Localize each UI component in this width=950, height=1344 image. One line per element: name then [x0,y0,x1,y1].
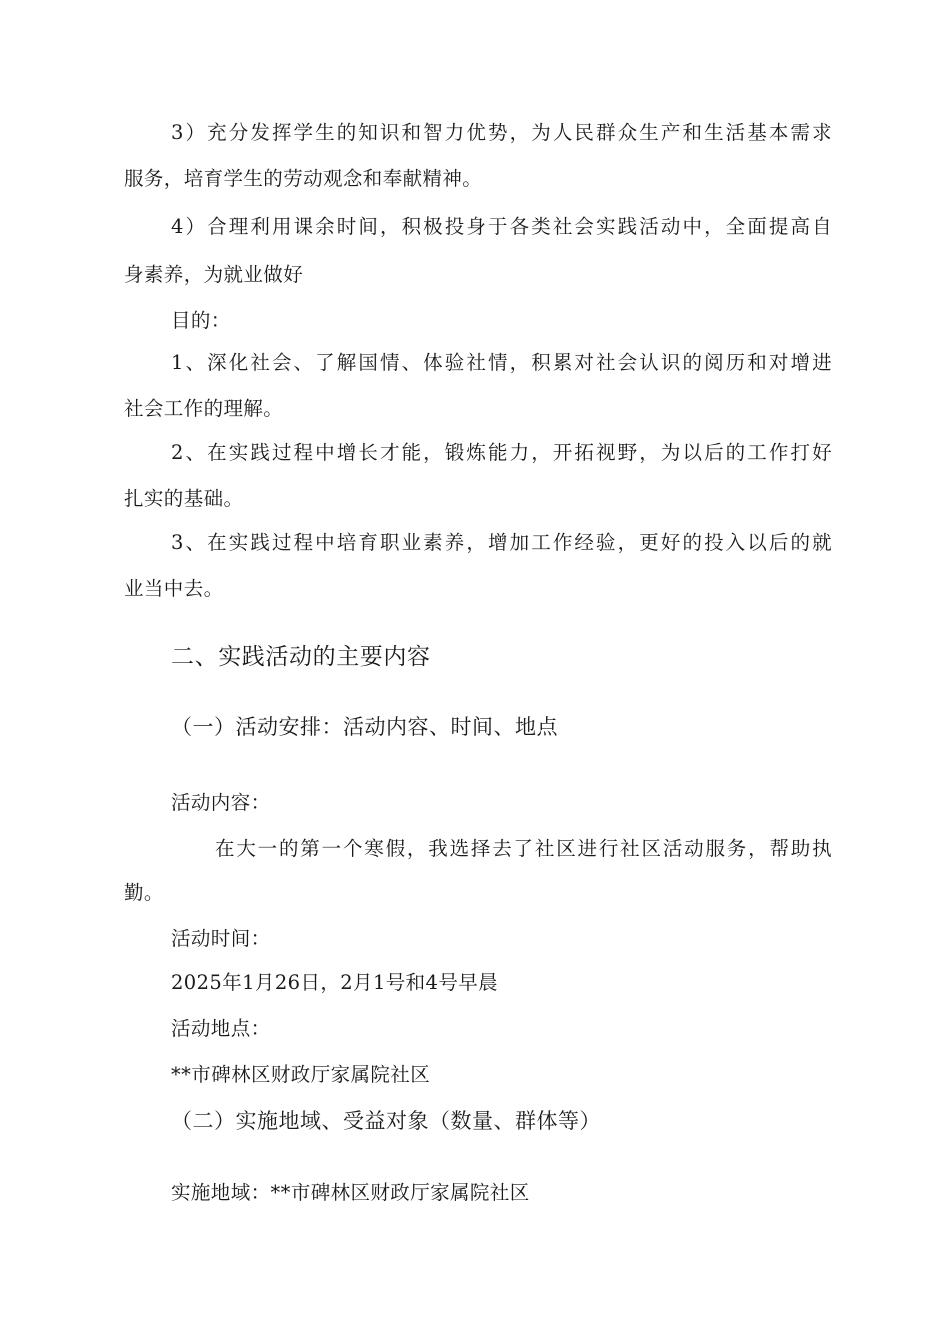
paragraph-4-line-2: 身素养，为就业做好 [124,263,304,286]
purpose-3-line-2: 业当中去。 [124,577,224,600]
activity-content-label: 活动内容： [171,791,271,814]
purpose-2-line-2: 扎实的基础。 [124,487,244,510]
activity-content-line-2: 勤。 [124,881,164,904]
subsection-heading-1: （一）活动安排：活动内容、时间、地点 [171,715,558,739]
purpose-label: 目的： [171,309,231,332]
subsection-heading-2: （二）实施地域、受益对象（数量、群体等） [171,1109,601,1133]
activity-place-label: 活动地点： [171,1017,271,1040]
paragraph-3-line-2: 服务，培育学生的劳动观念和奉献精神。 [124,167,483,190]
purpose-1-line-2: 社会工作的理解。 [124,397,284,420]
purpose-2-line-1: 2、在实践过程中增长才能，锻炼能力，开拓视野，为以后的工作打好 [171,441,832,464]
implementation-area: 实施地域：**市碑林区财政厅家属院社区 [171,1181,530,1204]
paragraph-3-line-1: 3）充分发挥学生的知识和智力优势，为人民群众生产和生活基本需求 [171,121,832,144]
activity-time-label: 活动时间： [171,927,271,950]
activity-place-value: **市碑林区财政厅家属院社区 [171,1063,431,1086]
section-heading-2: 二、实践活动的主要内容 [171,644,431,670]
purpose-3-line-1: 3、在实践过程中培育职业素养，增加工作经验，更好的投入以后的就 [171,531,832,554]
purpose-1-line-1: 1、深化社会、了解国情、体验社情，积累对社会认识的阅历和对增进 [171,351,832,374]
activity-content-line-1: 在大一的第一个寒假，我选择去了社区进行社区活动服务，帮助执 [215,837,832,860]
paragraph-4-line-1: 4）合理利用课余时间，积极投身于各类社会实践活动中，全面提高自 [171,215,832,238]
activity-time-value: 2025年1月26日，2月1号和4号早晨 [171,971,499,994]
